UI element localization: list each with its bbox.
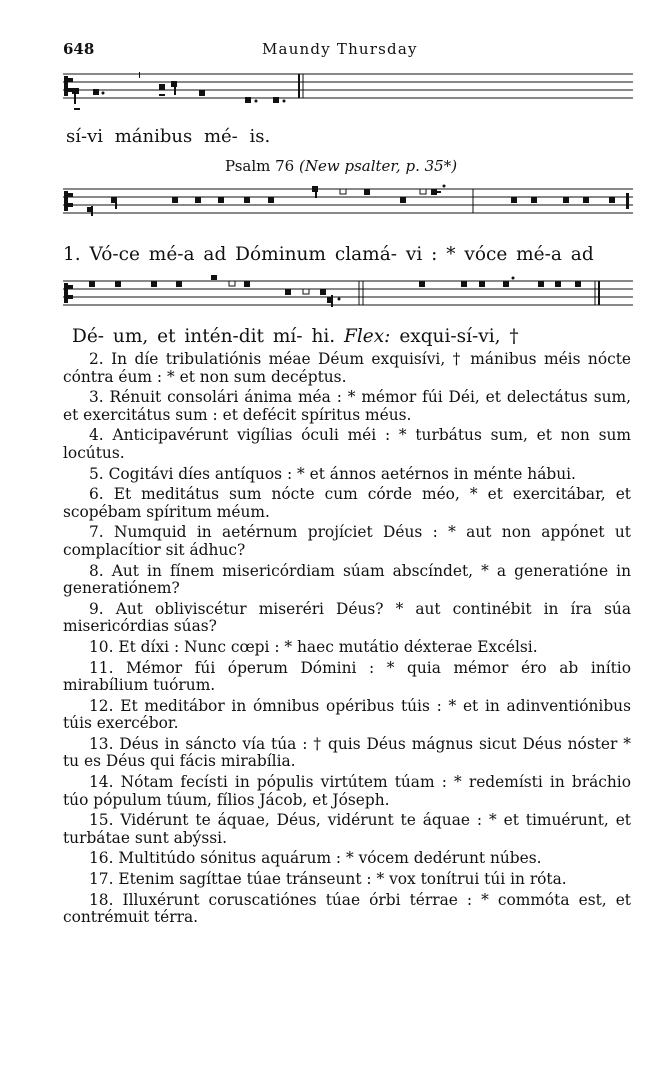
verse-16: 16. Multitúdo sónitus aquárum : * vócem dedérunt núbes.: [89, 849, 542, 868]
chant-1-lyrics: sí-vi mánibus mé- is.: [66, 126, 271, 147]
chant-staff-2: [63, 183, 633, 229]
page-number: 648: [63, 40, 95, 58]
verse-11: 11. Mémor fúi óperum Dómini : * quia mémor éro ab inítio mirabílium tuórum.: [63, 658, 631, 695]
chant-3-lyrics: [72, 326, 519, 347]
verse-8: 8. Aut in fínem misericórdiam súam abscíndet, * a generatióne in generatiónem?: [63, 561, 631, 598]
chant-3-lyrics-flex: exqui-sí-vi, †: [399, 326, 519, 347]
psalm-source: (New psalter, p. 35*): [299, 157, 458, 175]
psalm-verses: [63, 351, 631, 930]
verse-9: 9. Aut obliviscétur miseréri Déus? * aut continébit in íra súa misericórdias súas?: [63, 599, 631, 636]
verse-2: 2. In díe tribulatiónis méae Déum exquisívi, † mánibus méis nócte cóntra éum : * et non sum decéptus.: [63, 350, 631, 386]
psalm-verse-1-lyrics: 1. Vó-ce mé-a ad Dóminum clamá- vi : * vóce mé-a ad: [63, 244, 594, 265]
verse-3: 3. Rénuit consolári ánima méa : * mémor fúi Déi, et delectátus sum, et exercitátus sum : et defécit spíritus méus.: [63, 388, 631, 424]
verse-4: 4. Anticipavérunt vigílias óculi méi : * turbátus sum, et non sum locútus.: [63, 426, 631, 462]
psalm-heading: [225, 157, 457, 175]
verse-6: 6. Et meditátus sum nócte cum córde méo, * et exercitábar, et scopébam spíritum méum.: [63, 485, 631, 521]
psalm-title: Psalm 76: [225, 157, 295, 175]
chant-3-lyrics-main: Dé- um, et intén-dit mí- hi.: [72, 326, 336, 347]
verse-18: 18. Illuxérunt coruscatiónes túae órbi térrae : * commóta est, et contrémuit térra.: [63, 890, 631, 927]
verse-14: 14. Nótam fecísti in pópulis virtútem túam : * redemísti in bráchio túo pópulum túum, fílios Jácob, et Jóseph.: [63, 773, 631, 809]
verse-5: 5. Cogitávi díes antíquos : * et ánnos aetérnos in ménte hábui.: [89, 464, 576, 483]
verse-7: 7. Numquid in aetérnum projíciet Déus : * aut non appónet ut complacítior sit ádhuc?: [63, 523, 631, 559]
flex-label: Flex:: [344, 326, 391, 347]
verse-10: 10. Et díxi : Nunc cœpi : * haec mutátio déxterae Excélsi.: [89, 637, 538, 656]
running-title: Maundy Thursday: [262, 40, 418, 58]
verse-15: 15. Vidérunt te áquae, Déus, vidérunt te áquae : * et timuérunt, et turbátae sunt abýssi.: [63, 811, 631, 847]
verse-17: 17. Etenim sagíttae túae tránseunt : * vox tonítrui túi in róta.: [89, 870, 567, 889]
chant-staff-1: [63, 68, 633, 120]
verse-12: 12. Et meditábor in ómnibus opéribus túis : * et in adinventiónibus túis exercébor.: [63, 696, 631, 733]
chant-staff-3: [63, 275, 633, 323]
verse-13: 13. Déus in sáncto vía túa : † quis Déus mágnus sicut Déus nóster * tu es Déus qui fácis mirabília.: [63, 734, 631, 771]
